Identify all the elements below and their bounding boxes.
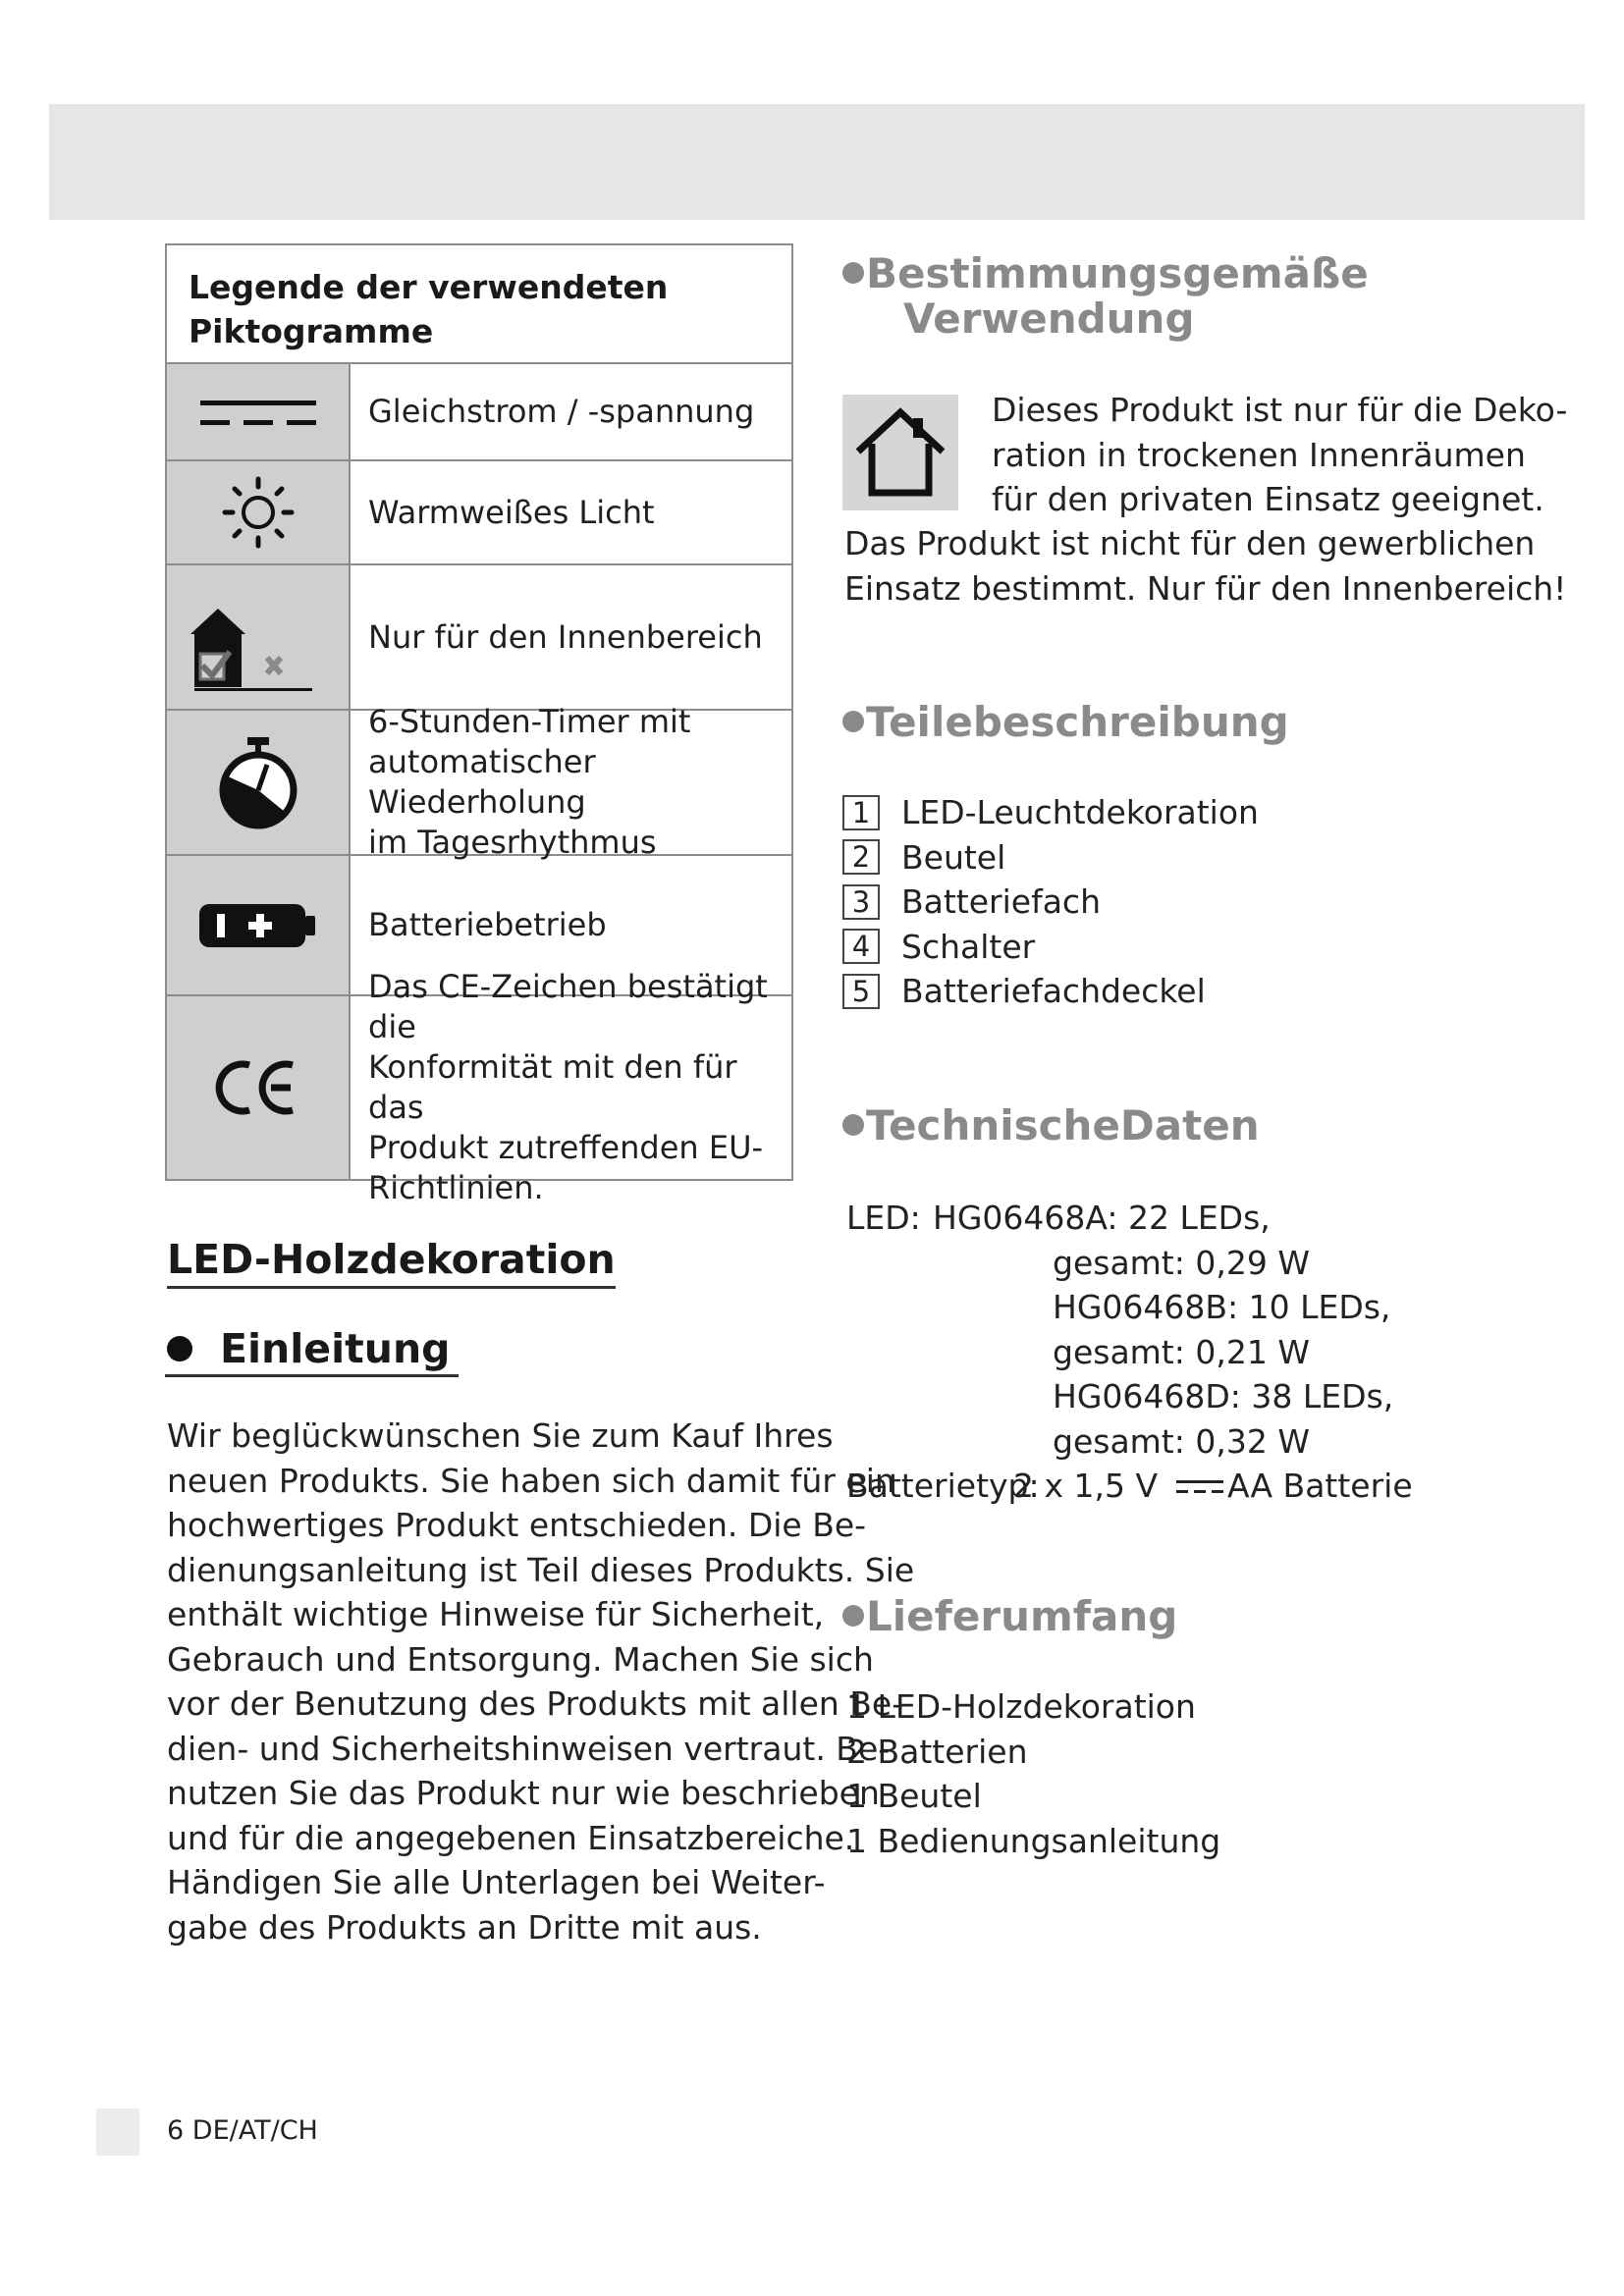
legend-row <box>167 703 791 861</box>
battery-icon <box>197 900 319 951</box>
bullet-icon <box>842 711 864 732</box>
indoor-only-icon <box>181 597 318 695</box>
footer-marker <box>96 2109 139 2156</box>
usage-text-indented: Dieses Produkt ist nur für die Deko- ration in trockenen Innenräumen für den privaten Einsatz geeignet. <box>992 391 1568 518</box>
bullet-icon <box>842 262 864 284</box>
list-item: 2 Beutel <box>842 835 1259 881</box>
legend-text: Warmweißes Licht <box>368 493 655 531</box>
delivery-list <box>846 1684 1220 1863</box>
usage-text: Das Produkt ist nicht für den gewerblichen Einsatz bestimmt. Nur für den Innenbereich! <box>844 524 1567 608</box>
ce-mark-icon <box>214 1053 302 1122</box>
legend-text: Gleichstrom / -spannung <box>368 393 755 430</box>
tech-heading: TechnischeDaten <box>842 1103 1260 1148</box>
list-item: 3 Batteriefach <box>842 880 1259 925</box>
legend-text: Produkt zutreffenden EU- <box>368 1129 764 1166</box>
legend-text: Batteriebetrieb <box>368 906 607 943</box>
legend-text: 6-Stunden-Timer mit <box>368 703 691 740</box>
page-footer <box>167 2115 318 2146</box>
legend-text: Konformität mit den für das <box>368 1048 737 1126</box>
legend-row <box>167 364 791 461</box>
legend-text: Nur für den Innenbereich <box>368 617 763 656</box>
list-item: 2 Batterien <box>846 1732 1028 1771</box>
product-title: LED-Holzdekoration <box>167 1235 616 1289</box>
list-item: 5 Batteriefachdeckel <box>842 969 1259 1014</box>
list-item: 1 LED-Holzdekoration <box>846 1687 1196 1726</box>
legend-row <box>167 461 791 565</box>
legend-text: Das CE-Zeichen bestätigt die <box>368 968 768 1045</box>
bullet-icon <box>167 1336 192 1362</box>
legend-text: automatischer Wiederholung <box>368 743 596 821</box>
list-item: 4 Schalter <box>842 925 1259 970</box>
bullet-icon <box>842 1114 864 1136</box>
list-item: 1 LED-Leuchtdekoration <box>842 790 1259 835</box>
timer-icon <box>216 733 300 831</box>
house-icon <box>842 395 958 510</box>
intro-heading: Einleitung <box>165 1323 459 1377</box>
battery-type-label: Batterietyp: <box>846 1467 1040 1505</box>
direct-current-icon <box>1176 1477 1223 1497</box>
led-label: LED: <box>846 1199 921 1237</box>
parts-heading: Teilebeschreibung <box>842 700 1289 745</box>
region-label: DE/AT/CH <box>191 2115 318 2146</box>
parts-list <box>842 790 1259 1014</box>
pictogram-legend-table <box>165 243 793 1206</box>
legend-row <box>167 565 791 711</box>
delivery-heading: Lieferumfang <box>842 1594 1177 1639</box>
legend-text: im Tagesrhythmus <box>368 824 657 861</box>
bullet-icon <box>842 1605 864 1627</box>
list-item: 1 Beutel <box>846 1777 982 1815</box>
legend-text: Richtlinien. <box>368 1169 544 1206</box>
header-bar <box>49 104 1585 220</box>
usage-heading: Bestimmungsgemäße Verwendung <box>842 251 1369 342</box>
warm-white-light-icon <box>219 473 298 552</box>
tech-data: LED: HG06468A: 22 LEDs, gesamt: 0,29 W HG06468B: 10 LEDs, gesamt: 0,21 W HG06468D: 38 LEDs, gesamt: 0,32 W Batterietyp: 2 x 1,5 V AA Batterie <box>846 1199 1413 1505</box>
legend-row <box>167 968 791 1206</box>
direct-current-icon <box>198 393 318 432</box>
intro-paragraph: Wir beglückwünschen Sie zum Kauf Ihres neuen Produkts. Sie haben sich damit für ein hochwertiges Produkt entschieden. Die Be- dienungsanleitung ist Teil dieses Produkts. Sie enthält wichtige Hinweise für Sicherheit, Gebrauch und Entsorgung. Machen Sie sich vor der Benutzung des Produkts mit allen Be- dien- und Sicherheitshinweisen vertraut. Be- nutzen Sie das Produkt nur wie beschrieben und für die angegebenen Einsatzbereiche. Händigen Sie alle Unterlagen bei Weiter- gabe des Produkts an Dritte mit aus. <box>167 1416 915 1947</box>
legend-title: Legende der verwendeten Piktogramme <box>167 245 791 364</box>
page-number: 6 <box>167 2115 185 2146</box>
list-item: 1 Bedienungsanleitung <box>846 1821 1221 1860</box>
